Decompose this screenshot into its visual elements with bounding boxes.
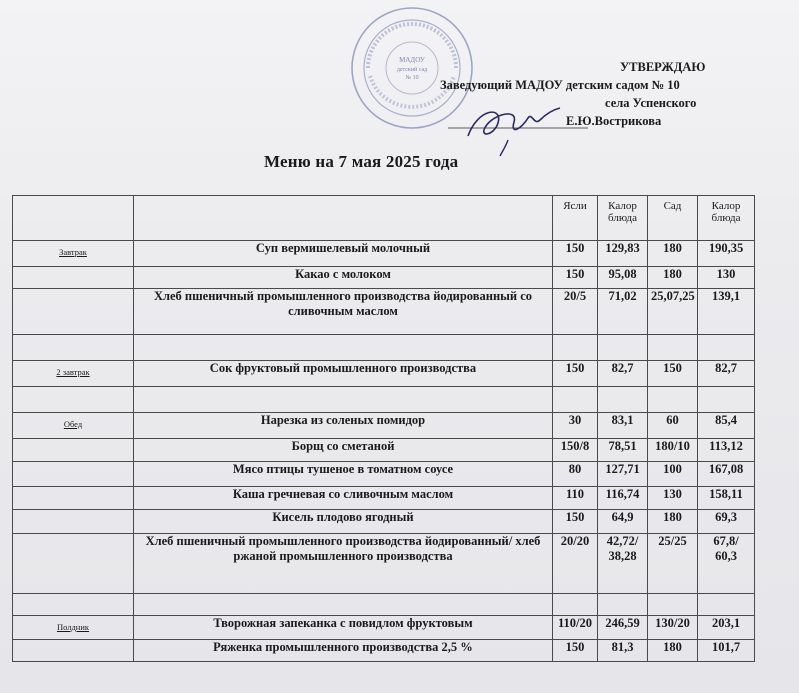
calories-yasli-cell: 83,1	[598, 413, 648, 439]
dish-cell: Суп вермишелевый молочный	[134, 241, 553, 267]
approval-heading: УТВЕРЖДАЮ	[620, 60, 706, 74]
dish-cell	[134, 335, 553, 361]
calories-yasli-cell: 64,9	[598, 510, 648, 534]
portion-sad-cell: 130	[648, 487, 698, 510]
dish-cell: Мясо птицы тушеное в томатном соусе	[134, 462, 553, 487]
portion-yasli-cell: 150	[553, 361, 598, 387]
meal-cell	[13, 289, 134, 335]
header-yasli: Ясли	[553, 196, 598, 241]
dish-cell: Нарезка из соленых помидор	[134, 413, 553, 439]
portion-yasli-cell: 30	[553, 413, 598, 439]
portion-sad-cell: 130/20	[648, 616, 698, 640]
table-row	[13, 387, 755, 413]
table-row	[13, 361, 755, 387]
meal-cell	[13, 439, 134, 462]
portion-yasli-cell: 150	[553, 267, 598, 289]
dish-cell: Творожная запеканка с повидлом фруктовым	[134, 616, 553, 640]
menu-table	[12, 195, 755, 662]
dish-cell	[134, 594, 553, 616]
meal-cell	[13, 487, 134, 510]
approval-position: Заведующий МАДОУ детским садом № 10	[440, 78, 680, 92]
portion-yasli-cell: 150	[553, 241, 598, 267]
calories-sad-cell	[698, 594, 755, 616]
portion-yasli-cell	[553, 594, 598, 616]
header-cell	[13, 196, 134, 241]
dish-cell: Какао с молоком	[134, 267, 553, 289]
dish-cell: Каша гречневая со сливочным маслом	[134, 487, 553, 510]
meal-cell: Полдник	[13, 616, 134, 640]
dish-cell: Сок фруктовый промышленного производства	[134, 361, 553, 387]
table-row	[13, 289, 755, 335]
table-row	[13, 510, 755, 534]
calories-yasli-cell: 81,3	[598, 640, 648, 662]
portion-yasli-cell	[553, 387, 598, 413]
svg-text:МАДОУ: МАДОУ	[399, 56, 425, 64]
table-row	[13, 594, 755, 616]
meal-cell	[13, 462, 134, 487]
calories-sad-cell: 85,4	[698, 413, 755, 439]
calories-sad-cell: 69,3	[698, 510, 755, 534]
table-header-row	[13, 196, 755, 241]
approval-block	[440, 58, 770, 130]
table-row	[13, 640, 755, 662]
portion-sad-cell: 180	[648, 640, 698, 662]
calories-yasli-cell: 127,71	[598, 462, 648, 487]
approval-village: села Успенского	[605, 96, 697, 110]
calories-sad-cell: 139,1	[698, 289, 755, 335]
calories-yasli-cell	[598, 387, 648, 413]
portion-yasli-cell: 20/5	[553, 289, 598, 335]
table-row	[13, 241, 755, 267]
calories-yasli-cell: 82,7	[598, 361, 648, 387]
table-row	[13, 413, 755, 439]
meal-cell: 2 завтрак	[13, 361, 134, 387]
dish-cell: Кисель плодово ягодный	[134, 510, 553, 534]
meal-cell	[13, 335, 134, 361]
portion-yasli-cell: 80	[553, 462, 598, 487]
table-row	[13, 534, 755, 594]
calories-sad-cell: 82,7	[698, 361, 755, 387]
header-sad: Сад	[648, 196, 698, 241]
calories-sad-cell: 130	[698, 267, 755, 289]
meal-cell	[13, 387, 134, 413]
portion-sad-cell: 150	[648, 361, 698, 387]
calories-sad-cell	[698, 387, 755, 413]
header-calories-sad: Калор блюда	[698, 196, 755, 241]
portion-sad-cell	[648, 387, 698, 413]
portion-yasli-cell: 20/20	[553, 534, 598, 594]
table-row	[13, 462, 755, 487]
portion-sad-cell: 60	[648, 413, 698, 439]
calories-sad-cell: 167,08	[698, 462, 755, 487]
meal-cell: Завтрак	[13, 241, 134, 267]
portion-sad-cell	[648, 594, 698, 616]
meal-cell	[13, 267, 134, 289]
calories-sad-cell: 101,7	[698, 640, 755, 662]
calories-yasli-cell: 42,72/ 38,28	[598, 534, 648, 594]
portion-sad-cell: 25/25	[648, 534, 698, 594]
calories-sad-cell: 158,11	[698, 487, 755, 510]
meal-cell	[13, 640, 134, 662]
dish-cell: Ряженка промышленного производства 2,5 %	[134, 640, 553, 662]
dish-cell: Хлеб пшеничный промышленного производства йодированный/ хлеб ржаной промышленного производства	[134, 534, 553, 594]
portion-sad-cell: 180	[648, 510, 698, 534]
portion-sad-cell: 180	[648, 267, 698, 289]
calories-sad-cell: 113,12	[698, 439, 755, 462]
dish-cell: Хлеб пшеничный промышленного производства йодированный со сливочным маслом	[134, 289, 553, 335]
svg-text:№ 10: № 10	[405, 75, 419, 81]
portion-sad-cell: 25,07,25	[648, 289, 698, 335]
header-calories-yasli: Калор блюда	[598, 196, 648, 241]
portion-sad-cell: 100	[648, 462, 698, 487]
portion-yasli-cell: 150	[553, 510, 598, 534]
table-row	[13, 439, 755, 462]
calories-sad-cell: 203,1	[698, 616, 755, 640]
portion-sad-cell: 180	[648, 241, 698, 267]
calories-yasli-cell	[598, 594, 648, 616]
header-cell	[134, 196, 553, 241]
portion-yasli-cell: 110/20	[553, 616, 598, 640]
portion-sad-cell: 180/10	[648, 439, 698, 462]
calories-yasli-cell	[598, 335, 648, 361]
dish-cell	[134, 387, 553, 413]
table-row	[13, 267, 755, 289]
page-title: Меню на 7 мая 2025 года	[264, 152, 459, 171]
calories-yasli-cell: 129,83	[598, 241, 648, 267]
svg-text:детский сад: детский сад	[396, 67, 428, 73]
table-row	[13, 335, 755, 361]
meal-cell	[13, 510, 134, 534]
approval-name: Е.Ю.Вострикова	[566, 114, 662, 128]
meal-cell: Обед	[13, 413, 134, 439]
portion-yasli-cell: 150	[553, 640, 598, 662]
portion-sad-cell	[648, 335, 698, 361]
calories-yasli-cell: 246,59	[598, 616, 648, 640]
calories-yasli-cell: 95,08	[598, 267, 648, 289]
calories-yasli-cell: 71,02	[598, 289, 648, 335]
calories-sad-cell: 67,8/ 60,3	[698, 534, 755, 594]
meal-cell	[13, 534, 134, 594]
portion-yasli-cell	[553, 335, 598, 361]
table-row	[13, 487, 755, 510]
calories-sad-cell	[698, 335, 755, 361]
meal-cell	[13, 594, 134, 616]
dish-cell: Борщ со сметаной	[134, 439, 553, 462]
calories-yasli-cell: 116,74	[598, 487, 648, 510]
calories-yasli-cell: 78,51	[598, 439, 648, 462]
table-row	[13, 616, 755, 640]
portion-yasli-cell: 110	[553, 487, 598, 510]
calories-sad-cell: 190,35	[698, 241, 755, 267]
portion-yasli-cell: 150/8	[553, 439, 598, 462]
